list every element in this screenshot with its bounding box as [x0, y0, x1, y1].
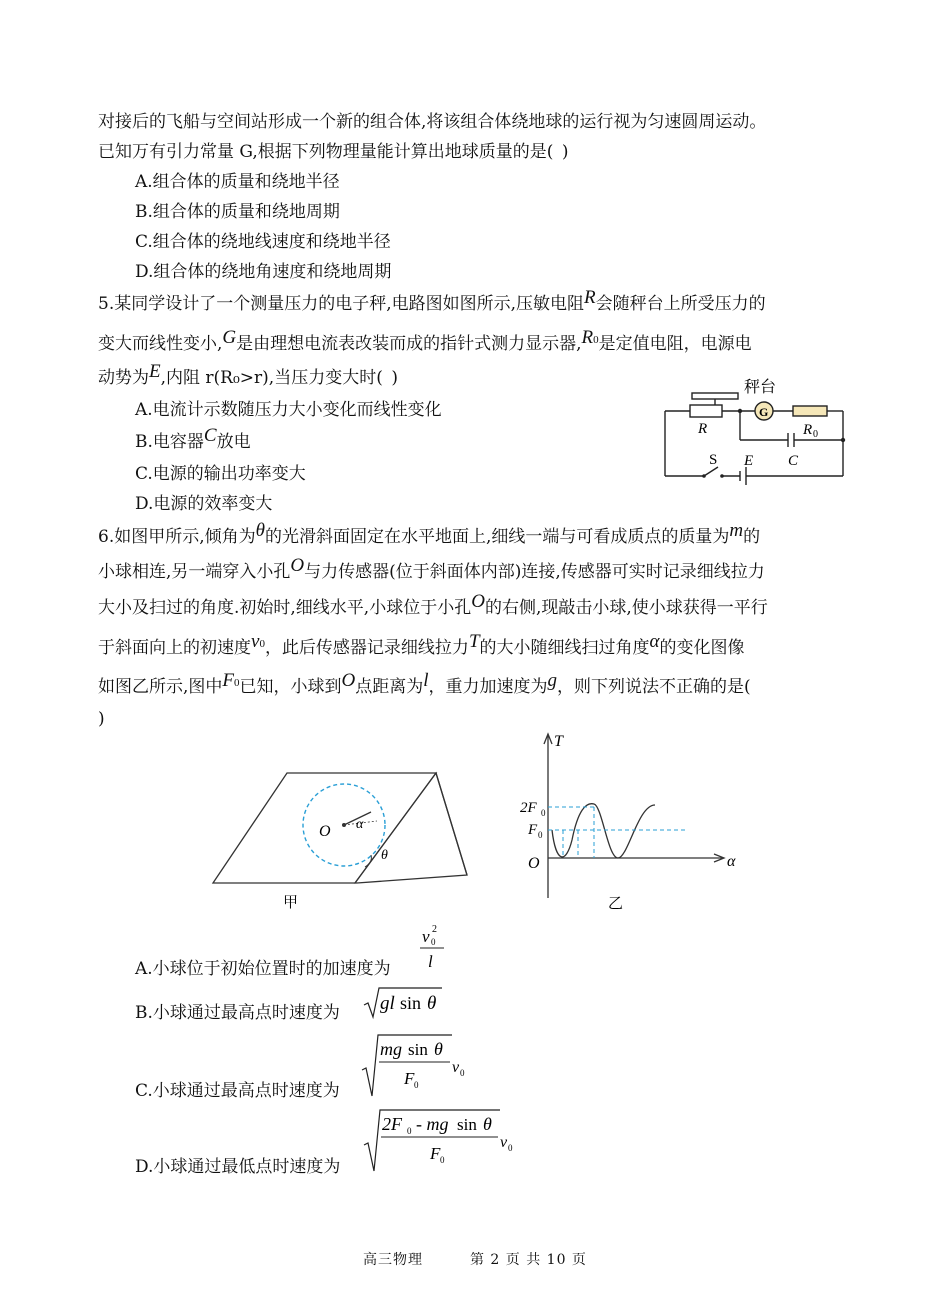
- svg-text:F: F: [430, 1144, 441, 1163]
- svg-text:F: F: [528, 822, 538, 838]
- incline-figure: [205, 765, 475, 915]
- page-footer: [0, 1249, 950, 1269]
- formula-b: [362, 985, 447, 1021]
- svg-text:sin: sin: [457, 1115, 477, 1134]
- svg-text:C: C: [788, 453, 799, 469]
- q4-option-c: C.组合体的绕地线速度和绕地半径: [135, 232, 391, 252]
- svg-text:θ: θ: [483, 1114, 492, 1134]
- svg-text:O: O: [528, 855, 540, 872]
- svg-text:v: v: [500, 1134, 508, 1151]
- svg-text:F: F: [404, 1069, 415, 1088]
- svg-text:E: E: [744, 453, 754, 469]
- svg-text:v: v: [422, 927, 430, 946]
- circuit-platform-label: 秤台: [744, 377, 777, 396]
- svg-text:0: 0: [541, 808, 546, 818]
- q6-line5: 如图乙所示,图中F0已知，小球到O点距离为l，重力加速度为g，则下列说法不正确的是(: [98, 670, 751, 697]
- q4-option-b: B.组合体的质量和绕地周期: [135, 202, 340, 222]
- svg-text:sin: sin: [408, 1040, 428, 1059]
- svg-text:0: 0: [508, 1143, 513, 1153]
- tension-graph: [520, 730, 735, 915]
- svg-text:- mg: - mg: [416, 1114, 449, 1134]
- svg-text:T: T: [554, 733, 563, 750]
- svg-text:gl: gl: [380, 993, 395, 1014]
- svg-text:l: l: [428, 952, 433, 971]
- q5-option-d: D.电源的效率变大: [135, 494, 273, 514]
- svg-text:α: α: [356, 817, 364, 832]
- footer-page-number: 第 2 页 共 10 页: [469, 1252, 587, 1268]
- q6-line4: 于斜面向上的初速度v0，此后传感器记录细线拉力T的大小随细线扫过角度α的变化图像: [98, 631, 745, 658]
- footer-subject: 高三物理: [363, 1252, 424, 1268]
- svg-text:R: R: [698, 421, 708, 437]
- svg-text:0: 0: [440, 1155, 445, 1165]
- svg-text:θ: θ: [434, 1039, 443, 1059]
- svg-text:0: 0: [431, 937, 436, 947]
- svg-text:0: 0: [414, 1080, 419, 1090]
- svg-text:乙: 乙: [608, 894, 624, 912]
- svg-text:sin: sin: [400, 993, 422, 1013]
- svg-text:mg: mg: [380, 1039, 402, 1059]
- q6-option-b: B.小球通过最高点时速度为: [135, 1003, 340, 1023]
- q4-option-d: D.组合体的绕地角速度和绕地周期: [135, 262, 392, 282]
- svg-text:v: v: [452, 1059, 460, 1076]
- svg-text:S: S: [709, 452, 718, 468]
- svg-text:α: α: [727, 853, 736, 870]
- svg-text:0: 0: [813, 429, 818, 440]
- q4-line2: 已知万有引力常量 G,根据下列物理量能计算出地球质量的是( ): [98, 142, 569, 162]
- svg-text:θ: θ: [427, 993, 437, 1014]
- q4-line1: 对接后的飞船与空间站形成一个新的组合体,将该组合体绕地球的运行视为匀速圆周运动。: [98, 112, 767, 132]
- svg-text:O: O: [319, 823, 331, 840]
- formula-a: [418, 922, 448, 978]
- q5-line2: 变大而线性变小,G是由理想电流表改装而成的指针式测力显示器,R0是定值电阻，电源电: [98, 327, 752, 354]
- q6-line3: 大小及扫过的角度.初始时,细线水平,小球位于小孔O的右侧,现敲击小球,使小球获得一平行: [98, 591, 768, 618]
- q5-line3: 动势为E,内阻 r(R₀>r),当压力变大时( ): [98, 361, 398, 388]
- svg-text:G: G: [759, 405, 769, 419]
- q6-line6: ): [98, 709, 105, 729]
- q6-option-a: A.小球位于初始位置时的加速度为: [135, 959, 391, 979]
- q5-option-a: A.电流计示数随压力大小变化而线性变化: [135, 400, 442, 420]
- svg-text:0: 0: [407, 1126, 412, 1136]
- svg-text:R: R: [803, 422, 813, 438]
- formula-d: [362, 1105, 522, 1175]
- q5-option-b: B.电容器C放电: [135, 425, 251, 452]
- svg-text:甲: 甲: [283, 893, 299, 911]
- svg-text:0: 0: [460, 1068, 465, 1078]
- svg-text:2: 2: [432, 924, 437, 935]
- q6-option-d: D.小球通过最低点时速度为: [135, 1157, 341, 1177]
- svg-text:2F: 2F: [520, 800, 537, 816]
- q5-line1: 5.某同学设计了一个测量压力的电子秤,电路图如图所示,压敏电阻R会随秤台上所受压力的: [98, 287, 766, 314]
- q4-option-a: A.组合体的质量和绕地半径: [135, 172, 340, 192]
- formula-c: [360, 1030, 470, 1100]
- svg-text:θ: θ: [381, 848, 388, 863]
- circuit-diagram: [660, 375, 850, 480]
- q6-line2: 小球相连,另一端穿入小孔O与力传感器(位于斜面体内部)连接,传感器可实时记录细线拉力: [98, 555, 765, 582]
- q6-option-c: C.小球通过最高点时速度为: [135, 1081, 340, 1101]
- q5-option-c: C.电源的输出功率变大: [135, 464, 306, 484]
- svg-text:0: 0: [538, 830, 543, 840]
- q6-line1: 6.如图甲所示,倾角为θ的光滑斜面固定在水平地面上,细线一端与可看成质点的质量为m的: [98, 520, 761, 547]
- svg-text:2F: 2F: [382, 1114, 402, 1134]
